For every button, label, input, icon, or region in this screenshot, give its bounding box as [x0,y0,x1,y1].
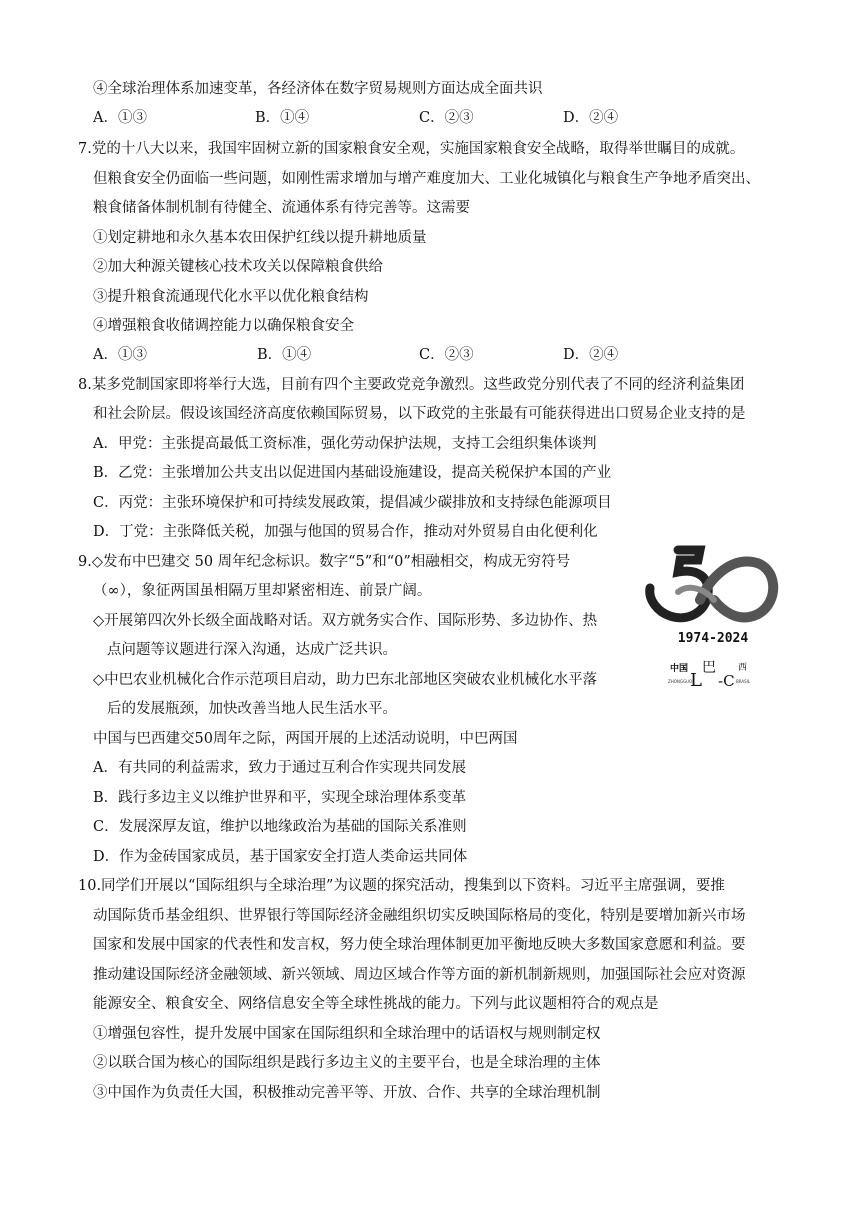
logo-left-label: 中国 [670,664,689,674]
q9-line-6: 后的发展瓶颈，加快改善当地人民生活水平。 [107,701,397,717]
logo-years: 1974-2024 [677,631,749,646]
q7-stem-line-1: 7.党的十八大以来，我国牢固树立新的国家粮食安全观，实施国家粮食安全战略，取得举世瞩目的成就。 [78,141,745,157]
q8-option-b: B．乙党：主张增加公共支出以促进国内基础设施建设，提高关税保护本国的产业 [93,465,612,481]
logo-letter-l: L [690,670,702,691]
logo-small-right: BRASIL [736,679,751,684]
china-brazil-50-anniversary-logo [638,540,788,700]
q7-option-b: B．①④ [257,347,312,363]
q8-stem-line-1: 8.某多党制国家即将举行大选，目前有四个主要政党竞争激烈。这些政党分别代表了不同的经济利益集团 [78,377,745,393]
q7-item-1: ①划定耕地和永久基本农田保护红线以提升耕地质量 [93,230,427,246]
logo-right-label: 西 [738,663,748,673]
q10-item-3: ③中国作为负责任大国，积极推动完善平等、开放、合作、共享的全球治理机制 [93,1085,601,1101]
q7-item-4: ④增强粮食收储调控能力以确保粮食安全 [93,318,354,334]
q10-stem-line-5: 能源安全、粮食安全、网络信息安全等全球性挑战的能力。下列与此议题相符合的观点是 [93,996,659,1012]
q6-option-a: A．①③ [93,110,147,126]
q9-line-3: ◇开展第四次外长级全面战略对话。双方就务实合作、国际形势、多边协作、热 [93,613,598,629]
q6-option-b: B．①④ [255,110,310,126]
q8-option-a: A．甲党：主张提高最低工资标准，强化劳动保护法规，支持工会组织集体谈判 [93,436,597,452]
q8-option-d: D．丁党：主张降低关税，加强与他国的贸易合作，推动对外贸易自由化便利化 [93,524,598,540]
q7-option-a: A．①③ [93,347,147,363]
q6-option-d: D．②④ [563,110,619,126]
q9-option-c: C．发展深厚友谊，维护以地缘政治为基础的国际关系准则 [93,819,467,835]
q8-stem-line-2: 和社会阶层。假设该国经济高度依赖国际贸易，以下政党的主张最有可能获得进出口贸易企业支持的是 [93,406,746,422]
q9-line-7: 中国与巴西建交50周年之际，两国开展的上述活动说明，中巴两国 [93,731,518,747]
q7-option-d: D．②④ [563,347,619,363]
q6-item-4: ④全球治理体系加速变革，各经济体在数字贸易规则方面达成全面共识 [93,81,543,97]
q10-stem-line-3: 国家和发展中国家的代表性和发言权，努力使全球治理体制更加平衡地反映大多数国家意愿和利益。要 [93,937,746,953]
q7-stem-line-3: 粮食储备体制机制有待健全、流通体系有待完善等。这需要 [93,200,470,216]
q7-option-c: C．②③ [419,347,474,363]
logo-letter-c: -C [718,672,735,690]
q7-item-3: ③提升粮食流通现代化水平以优化粮食结构 [93,289,369,305]
q9-option-d: D．作为金砖国家成员，基于国家安全打造人类命运共同体 [93,849,468,865]
q9-line-5: ◇中巴农业机械化合作示范项目启动，助力巴东北部地区突破农业机械化水平落 [93,672,598,688]
q10-item-2: ②以联合国为核心的国际组织是践行多边主义的主要平台，也是全球治理的主体 [93,1055,601,1071]
q10-stem-line-1: 10.同学们开展以“国际组织与全球治理”为议题的探究活动，搜集到以下资料。习近平主席强调，要推 [78,878,725,894]
q8-option-c: C．丙党：主张环境保护和可持续发展政策，提倡减少碳排放和支持绿色能源项目 [93,495,612,511]
q9-line-2: （∞），象征两国虽相隔万里却紧密相连、前景广阔。 [93,583,432,599]
q7-stem-line-2: 但粮食安全仍面临一些问题，如刚性需求增加与增产难度加大、工业化城镇化与粮食生产争地矛盾突出、 [93,171,760,187]
q9-option-b: B．践行多边主义以维护世界和平，实现全球治理体系变革 [93,790,467,806]
q7-item-2: ②加大种源关键核心技术攻关以保障粮食供给 [93,259,383,275]
q9-option-a: A．有共同的利益需求，致力于通过互利合作实现共同发展 [93,760,466,776]
logo-center-char: 巴 [702,660,716,676]
logo-50-infinity-graphic [638,540,788,700]
q9-line-1: 9.◇发布中巴建交 50 周年纪念标识。数字“5”和“0”相融相交，构成无穷符号 [78,554,571,570]
q6-option-c: C．②③ [419,110,474,126]
q9-line-4: 点问题等议题进行深入沟通，达成广泛共识。 [107,642,397,658]
q10-stem-line-4: 推动建设国际经济金融领域、新兴领域、周边区域合作等方面的新机制新规则，加强国际社会应对资源 [93,967,746,983]
q10-stem-line-2: 动国际货币基金组织、世界银行等国际经济金融组织切实反映国际格局的变化，特别是要增加新兴市场 [93,908,746,924]
q10-item-1: ①增强包容性，提升发展中国家在国际组织和全球治理中的话语权与规则制定权 [93,1026,601,1042]
logo-small-left: ZHONGGUO [668,679,693,684]
